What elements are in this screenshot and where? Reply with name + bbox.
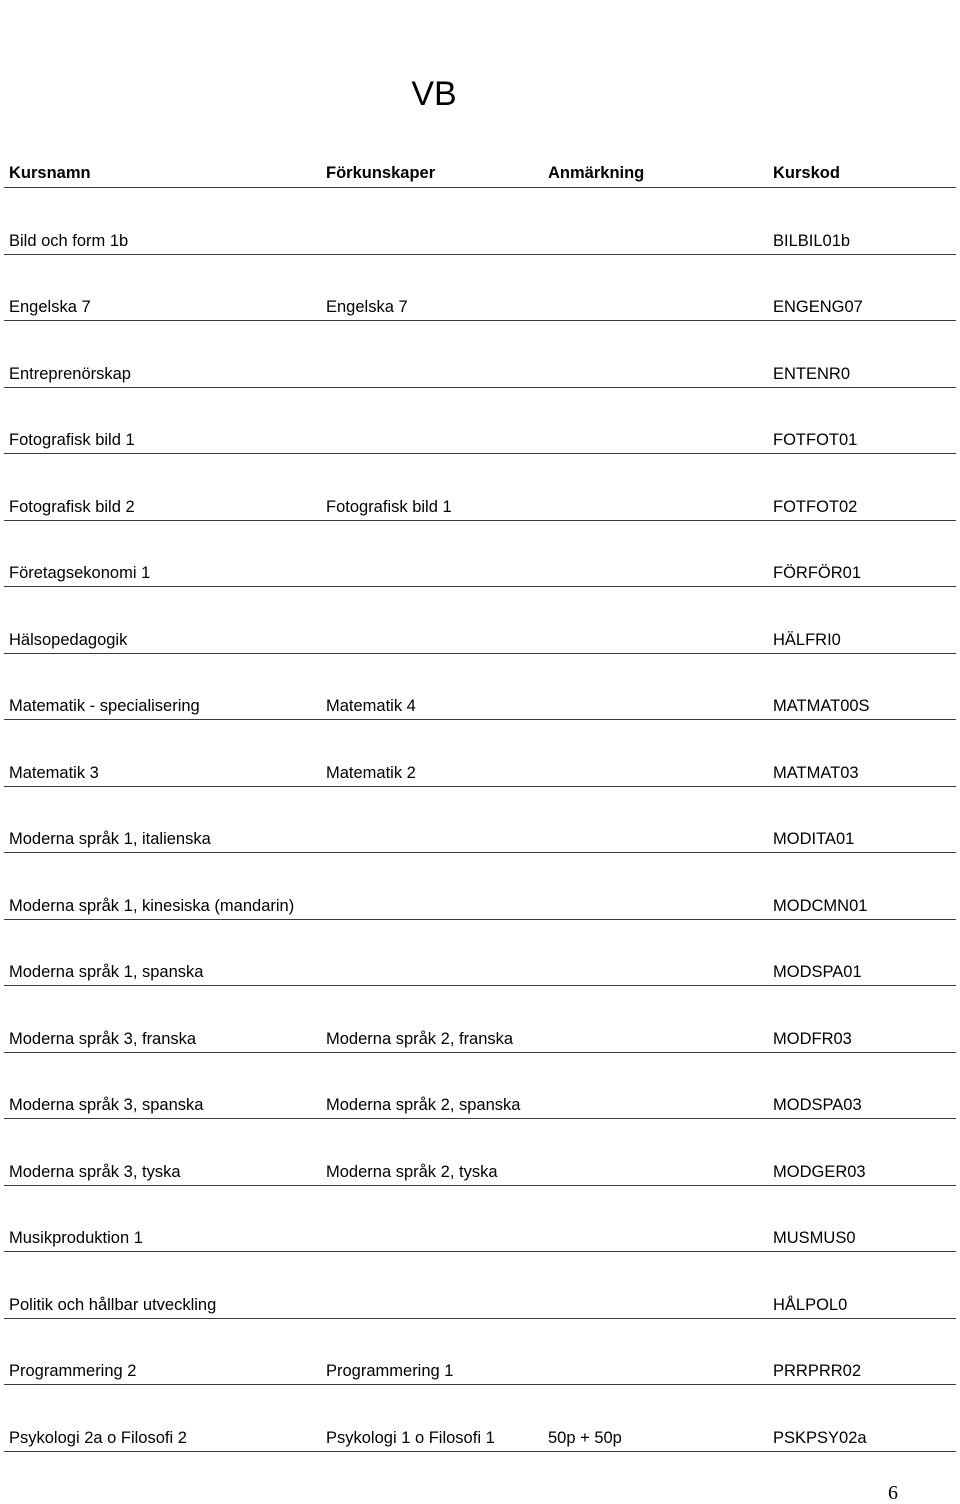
page-number: 6 — [888, 1482, 898, 1504]
course-name-cell: Matematik 3 — [9, 763, 99, 782]
prerequisites-cell: Fotografisk bild 1 — [326, 497, 452, 516]
course-name-cell: Hälsopedagogik — [9, 630, 128, 649]
prerequisites-cell: Programmering 1 — [326, 1362, 454, 1380]
table-row — [4, 188, 956, 255]
course-code-cell: MODSPA01 — [773, 963, 862, 981]
prerequisites-cell: Psykologi 1 o Filosofi 1 — [326, 1428, 495, 1447]
table-row — [4, 1252, 956, 1319]
course-code-cell: MODSPA03 — [773, 1096, 862, 1114]
table-row — [4, 853, 956, 920]
course-table — [4, 152, 956, 1452]
course-name-cell: Programmering 2 — [9, 1362, 137, 1380]
table-row — [4, 321, 956, 388]
prerequisites-cell: Engelska 7 — [326, 298, 408, 316]
course-code-cell: FOTFOT02 — [773, 497, 858, 516]
table-row — [4, 1053, 956, 1120]
course-code-cell: FÖRFÖR01 — [773, 564, 862, 582]
course-code-cell: MODITA01 — [773, 830, 855, 848]
remark-cell: 50p + 50p — [548, 1428, 622, 1447]
course-name-cell: Företagsekonomi 1 — [9, 564, 151, 582]
course-code-cell: MUSMUS0 — [773, 1229, 856, 1247]
course-name-cell: Entreprenörskap — [9, 364, 131, 383]
prerequisites-cell: Moderna språk 2, franska — [326, 1029, 514, 1048]
course-code-cell: ENTENR0 — [773, 364, 851, 383]
table-row — [4, 787, 956, 854]
course-code-cell: ENGENG07 — [773, 298, 863, 316]
course-code-cell: HÄLFRI0 — [773, 630, 841, 649]
table-row — [4, 920, 956, 987]
course-name-cell: Fotografisk bild 2 — [9, 497, 135, 516]
course-code-cell: PSKPSY02a — [773, 1428, 867, 1447]
table-row — [4, 1119, 956, 1186]
table-row — [4, 587, 956, 654]
course-name-cell: Fotografisk bild 1 — [9, 431, 135, 449]
course-name-cell: Moderna språk 3, tyska — [9, 1162, 181, 1181]
table-row — [4, 1385, 956, 1452]
header-course-code: Kurskod — [773, 164, 840, 182]
course-code-cell: FOTFOT01 — [773, 431, 858, 449]
course-name-cell: Bild och form 1b — [9, 231, 129, 250]
table-row — [4, 255, 956, 322]
table-row — [4, 720, 956, 787]
prerequisites-cell: Matematik 4 — [326, 697, 416, 715]
table-header-row — [4, 152, 956, 188]
course-code-cell: MATMAT00S — [773, 697, 870, 715]
table-row — [4, 388, 956, 455]
table-body — [4, 188, 956, 1452]
page-title: VB — [411, 75, 457, 113]
course-name-cell: Matematik - specialisering — [9, 697, 200, 715]
course-name-cell: Moderna språk 1, italienska — [9, 830, 211, 848]
course-name-cell: Moderna språk 3, spanska — [9, 1096, 204, 1114]
prerequisites-cell: Matematik 2 — [326, 763, 416, 782]
course-code-cell: PRRPRR02 — [773, 1362, 862, 1380]
course-code-cell: MODCMN01 — [773, 896, 868, 915]
table-row — [4, 1319, 956, 1386]
course-name-cell: Politik och hållbar utveckling — [9, 1295, 217, 1314]
table-row — [4, 454, 956, 521]
table-row — [4, 986, 956, 1053]
course-name-cell: Moderna språk 3, franska — [9, 1029, 197, 1048]
header-remark: Anmärkning — [548, 164, 645, 182]
course-name-cell: Musikproduktion 1 — [9, 1229, 143, 1247]
header-course-name: Kursnamn — [9, 164, 91, 182]
table-row — [4, 521, 956, 588]
table-row — [4, 654, 956, 721]
prerequisites-cell: Moderna språk 2, spanska — [326, 1096, 521, 1114]
table-row — [4, 1186, 956, 1253]
course-code-cell: MATMAT03 — [773, 763, 859, 782]
course-code-cell: HÅLPOL0 — [773, 1295, 848, 1314]
course-code-cell: MODFR03 — [773, 1029, 852, 1048]
course-name-cell: Moderna språk 1, spanska — [9, 963, 204, 981]
course-name-cell: Moderna språk 1, kinesiska (mandarin) — [9, 896, 295, 915]
course-name-cell: Engelska 7 — [9, 298, 91, 316]
course-code-cell: MODGER03 — [773, 1162, 866, 1181]
course-code-cell: BILBIL01b — [773, 231, 851, 250]
course-name-cell: Psykologi 2a o Filosofi 2 — [9, 1428, 187, 1447]
header-prerequisites: Förkunskaper — [326, 164, 436, 182]
prerequisites-cell: Moderna språk 2, tyska — [326, 1162, 498, 1181]
